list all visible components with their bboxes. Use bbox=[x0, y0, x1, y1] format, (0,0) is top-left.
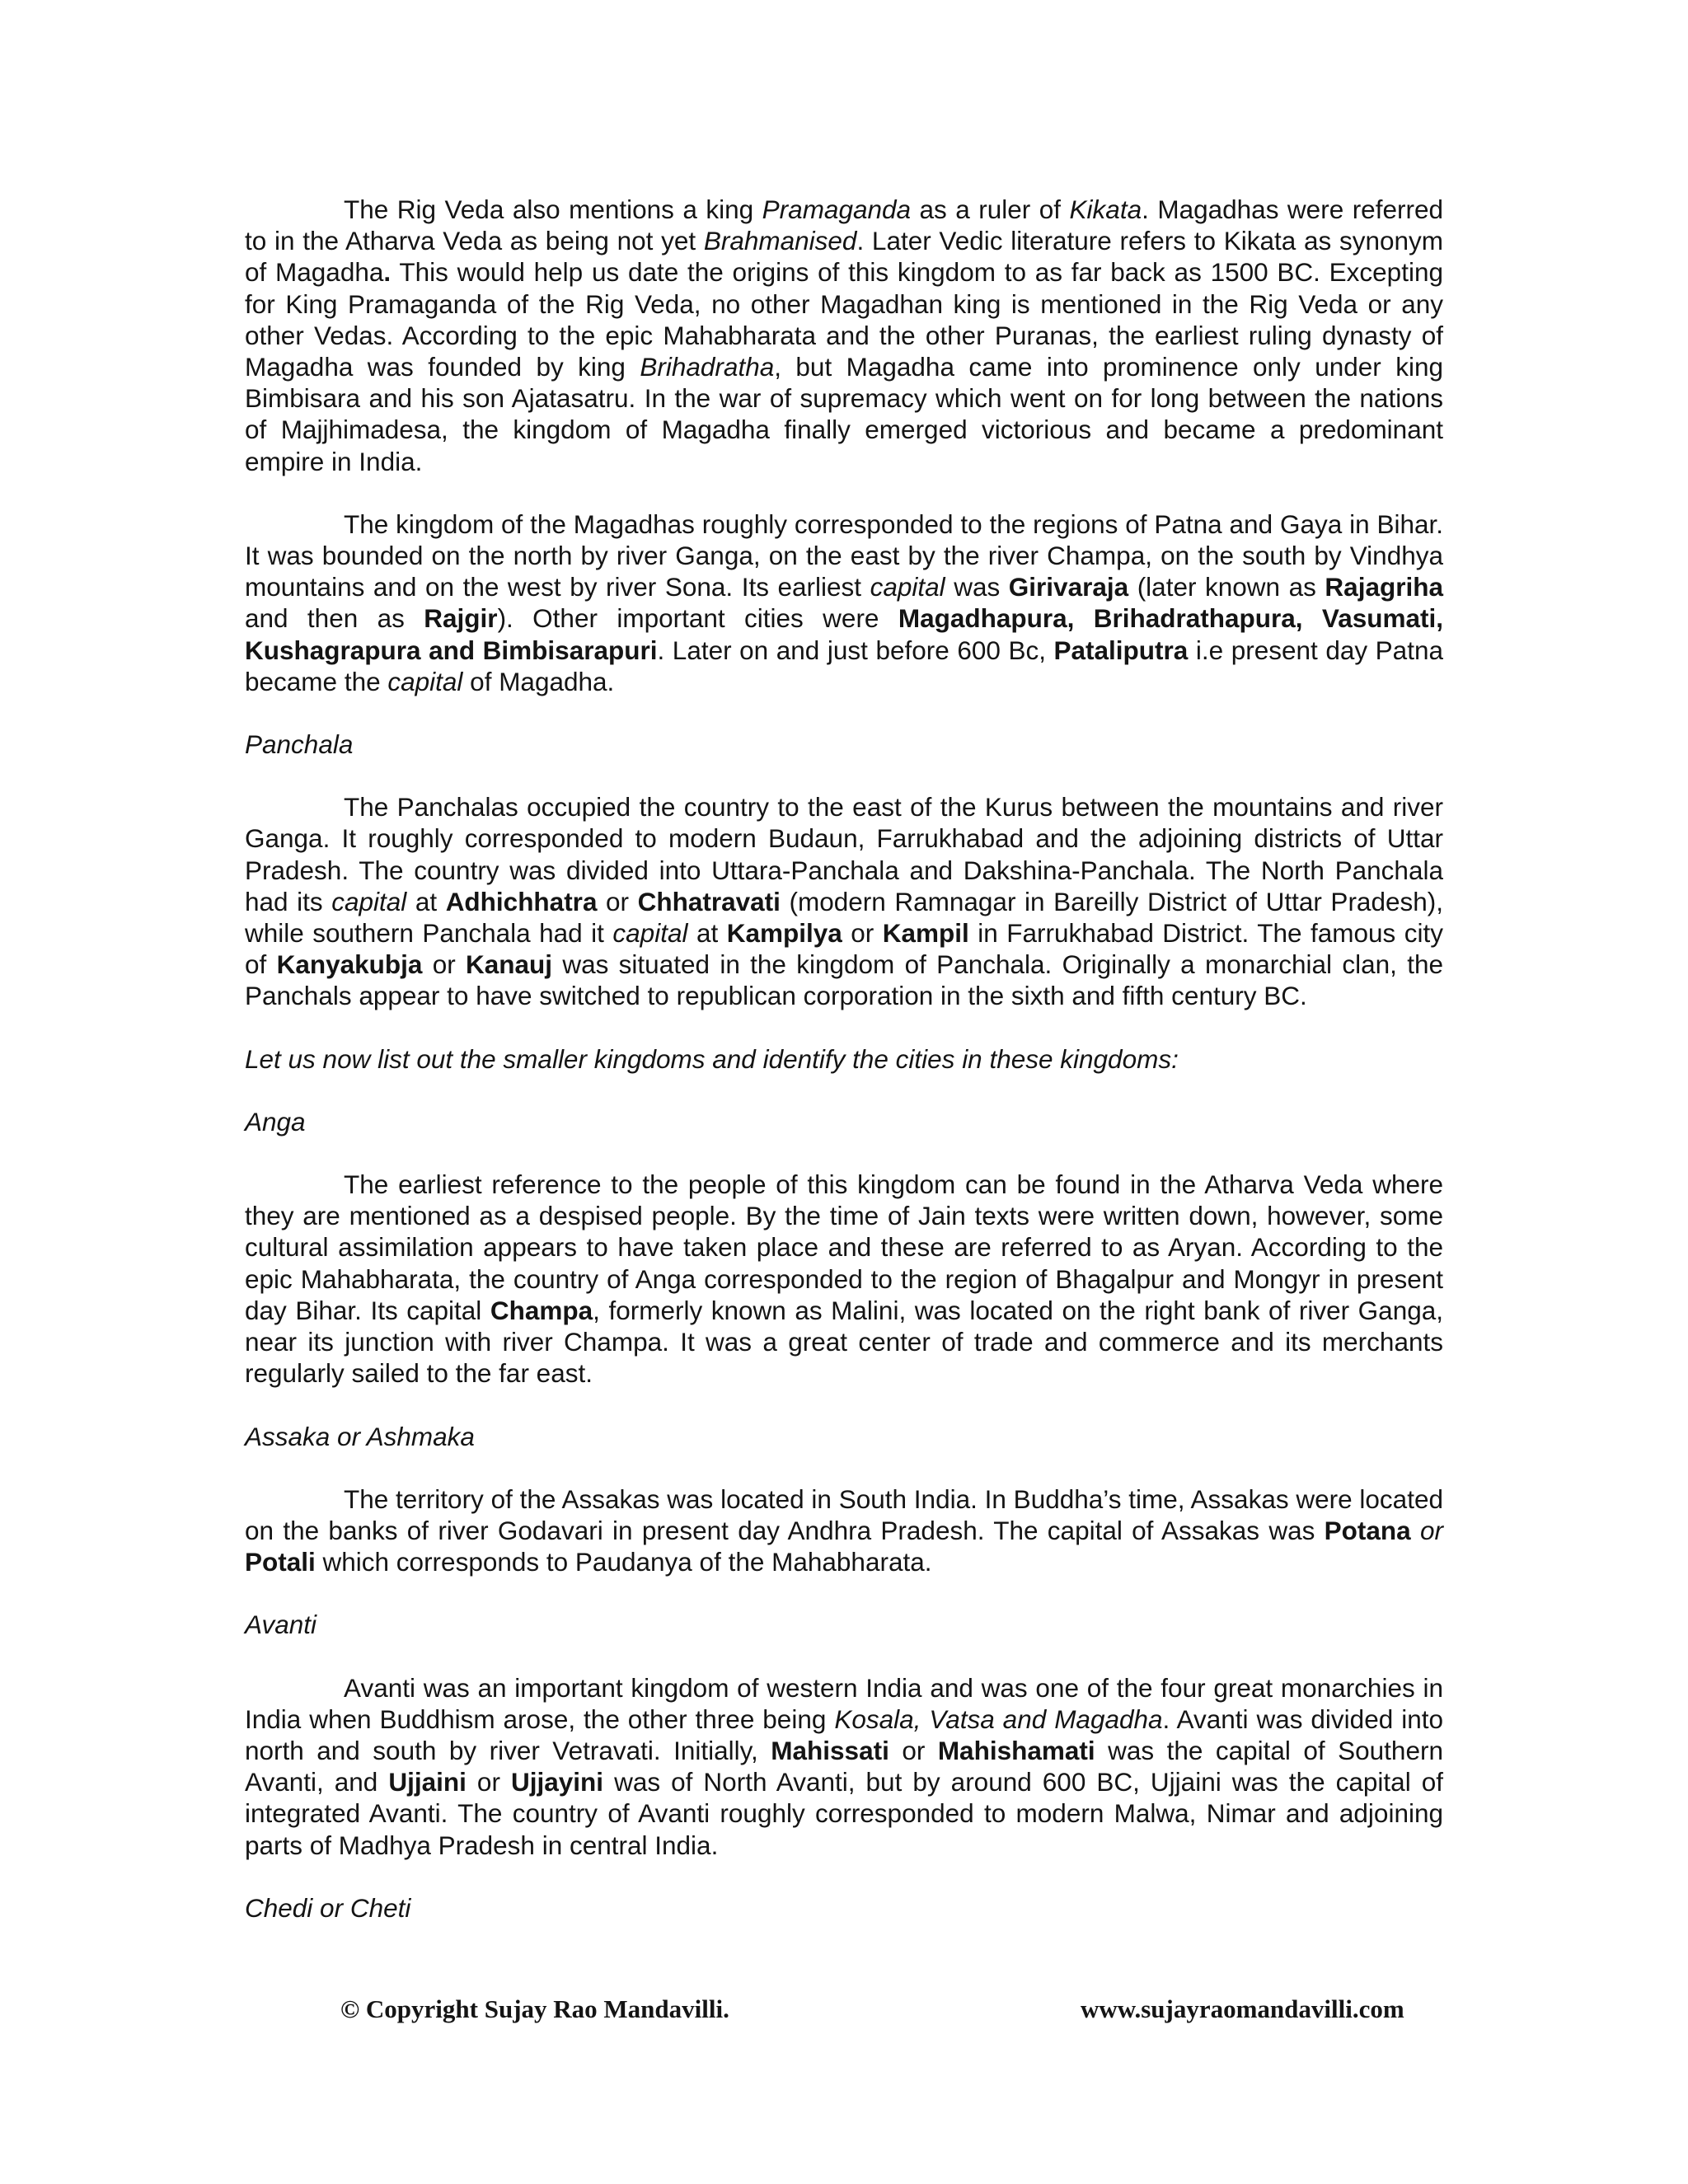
section-heading bbox=[245, 1892, 1443, 1924]
italic-text: Kosala, Vatsa and Magadha bbox=[834, 1704, 1163, 1734]
text-run: This would help us date the origins of this kingdom to as far back as 1500 BC. Excepting for King Pramaganda of the Rig Veda, no other Magadhan king is mentioned in the Rig Veda or any other Vedas. According to the epic Mahabharata and the other Puranas, the earliest ruling dynasty of Magadha was founded by king bbox=[245, 257, 1443, 382]
bold-text: Kanyakubja bbox=[276, 949, 423, 980]
text-run: was bbox=[945, 572, 1009, 602]
text-run: of Magadha. bbox=[462, 666, 615, 696]
body-paragraph bbox=[245, 194, 1443, 477]
text-run: The territory of the Assakas was located in South India. In Buddha’s time, Assakas were located on the banks of river Godavari in present day Andhra Pradesh. The capital of Assakas was bbox=[245, 1483, 1443, 1545]
italic-text: capital bbox=[387, 666, 463, 696]
bold-text: Potana bbox=[1324, 1515, 1411, 1545]
text-run: The earliest reference to the people of this kingdom can be found in the Atharva Veda where they are mentioned as a despised people. By the time of Jain texts were written down, however, some cultural assimilation appears to have taken place and these are referred to as Aryan. According to the epic Mahabharata, the country of Anga corresponded to the region of Bhagalpur and Mongyr in present day Bihar. Its capital bbox=[245, 1169, 1443, 1325]
text-run: at bbox=[406, 886, 446, 916]
page-footer bbox=[0, 1994, 1688, 2027]
bold-text: Kampil bbox=[882, 918, 969, 949]
bold-text: Ujjayini bbox=[510, 1767, 604, 1797]
text-run: Avanti bbox=[245, 1610, 316, 1640]
bold-text: Ujjaini bbox=[388, 1767, 467, 1797]
bold-text: Kanauj bbox=[466, 949, 553, 980]
bold-text: Girivaraja bbox=[1008, 572, 1129, 602]
text-run: . Later on and just before 600 Bc, bbox=[657, 635, 1054, 665]
text-run: (modern Ramnagar in Bareilly District of Uttar Pradesh), while southern Panchala had it bbox=[245, 886, 1443, 949]
text-run: in Farrukhabad District. The famous city of bbox=[245, 918, 1443, 980]
bold-text: Kampilya bbox=[726, 918, 842, 949]
bold-text: Adhichhatra bbox=[445, 886, 598, 916]
text-run: Panchala bbox=[245, 729, 354, 760]
text-run: . Magadhas were referred to in the Atharva Veda as being not yet bbox=[245, 194, 1443, 256]
bold-text: Champa bbox=[490, 1295, 593, 1325]
text-run: , but Magadha came into prominence only under king Bimbisara and his son Ajatasatru. In the war of supremacy which went on for long between the nations of Majjhimadesa, the kingdom of Magadha finally emerged victorious and became a predominant empire in India. bbox=[245, 352, 1443, 476]
body-paragraph bbox=[245, 1169, 1443, 1389]
text-run: Let us now list out the smaller kingdoms and identify the cities in these kingdoms: bbox=[245, 1043, 1179, 1074]
italic-text: capital bbox=[870, 572, 945, 602]
bold-text: Chhatravati bbox=[637, 886, 781, 916]
text-run: or bbox=[842, 918, 883, 949]
italic-text: Brahmanised bbox=[703, 226, 857, 256]
text-run: Assaka or Ashmaka bbox=[245, 1421, 475, 1451]
text-run: which corresponds to Paudanya of the Mahabharata. bbox=[315, 1547, 932, 1577]
text-run: Anga bbox=[245, 1106, 306, 1137]
bold-text: Mahishamati bbox=[937, 1735, 1095, 1765]
text-run: or bbox=[466, 1767, 511, 1797]
text-run: i.e present day Patna became the bbox=[245, 635, 1443, 696]
section-heading bbox=[245, 729, 1443, 760]
italic-text: Kikata bbox=[1069, 194, 1142, 224]
bold-text: . bbox=[383, 257, 392, 288]
footer-copyright: © Copyright Sujay Rao Mandavilli. bbox=[340, 1994, 729, 2023]
text-run: Avanti was an important kingdom of western India and was one of the four great monarchies in India when Buddhism arose, the other three being bbox=[245, 1672, 1443, 1734]
text-run: Chedi or Cheti bbox=[245, 1892, 411, 1923]
bold-text: Rajgir bbox=[424, 603, 498, 634]
section-heading bbox=[245, 1421, 1443, 1452]
bold-text: Rajagriha bbox=[1325, 572, 1443, 602]
document-page bbox=[245, 194, 1443, 1955]
bold-text: Magadhapura, Brihadrathapura, Vasumati, Kushagrapura and Bimbisarapuri bbox=[245, 603, 1443, 665]
text-run: was of North Avanti, but by around 600 BC, Ujjaini was the capital of integrated Avanti. The country of Avanti roughly corresponded to modern Malwa, Nimar and adjoining parts of Madhya Pradesh in central India. bbox=[245, 1767, 1444, 1860]
text-run: or bbox=[889, 1735, 938, 1765]
italic-text: Pramaganda bbox=[762, 194, 912, 224]
body-paragraph bbox=[245, 1672, 1443, 1861]
section-heading bbox=[245, 1609, 1443, 1640]
bold-text: Pataliputra bbox=[1053, 635, 1189, 665]
lead-sentence bbox=[245, 1043, 1443, 1075]
italic-text: capital bbox=[331, 886, 407, 916]
footer-website: www.sujayraomandavilli.com bbox=[1081, 1994, 1404, 2023]
italic-text: Brihadratha bbox=[640, 352, 775, 382]
text-run: . Later Vedic literature refers to Kikata as synonym of Magadha bbox=[245, 226, 1444, 288]
text-run: , formerly known as Malini, was located on the right bank of river Ganga, near its junction with river Champa. It was a great center of trade and commerce and its merchants regularly sailed to the far east. bbox=[245, 1295, 1444, 1389]
text-run: or bbox=[422, 949, 467, 980]
text-run: was situated in the kingdom of Panchala. Originally a monarchial clan, the Panchals appear to have switched to republican corporation in the sixth and fifth century BC. bbox=[245, 949, 1443, 1011]
bold-text: Potali bbox=[245, 1547, 316, 1577]
text-run: The Panchalas occupied the country to the east of the Kurus between the mountains and river Ganga. It roughly corresponded to modern Budaun, Farrukhabad and the adjoining districts of Uttar Pradesh. The country was divided into Uttara-Panchala and Dakshina-Panchala. The North Panchala had its bbox=[245, 792, 1443, 916]
body-paragraph bbox=[245, 1483, 1443, 1578]
text-run: was the capital of Southern Avanti, and bbox=[245, 1735, 1443, 1797]
text-run bbox=[1411, 1516, 1420, 1545]
text-run: The Rig Veda also mentions a king bbox=[344, 194, 762, 224]
text-run: The kingdom of the Magadhas roughly corresponded to the regions of Patna and Gaya in Bihar. It was bounded on the north by river Ganga, on the east by the river Champa, on the south by Vindhya mountains and on the west by river Sona. Its earliest bbox=[245, 509, 1443, 602]
body-paragraph bbox=[245, 509, 1443, 697]
italic-text: capital bbox=[612, 918, 688, 949]
text-run: or bbox=[597, 886, 638, 916]
text-run: ). Other important cities were bbox=[497, 603, 898, 634]
text-run: (later known as bbox=[1128, 572, 1325, 602]
text-run: . Avanti was divided into north and south by river Vetravati. Initially, bbox=[245, 1704, 1443, 1765]
text-run: at bbox=[687, 918, 727, 949]
italic-text: or bbox=[1419, 1515, 1443, 1545]
bold-text: Mahissati bbox=[771, 1735, 889, 1765]
section-heading bbox=[245, 1106, 1443, 1137]
text-run: as a ruler of bbox=[911, 194, 1070, 224]
text-run: and then as bbox=[245, 603, 424, 634]
body-paragraph bbox=[245, 791, 1443, 1011]
